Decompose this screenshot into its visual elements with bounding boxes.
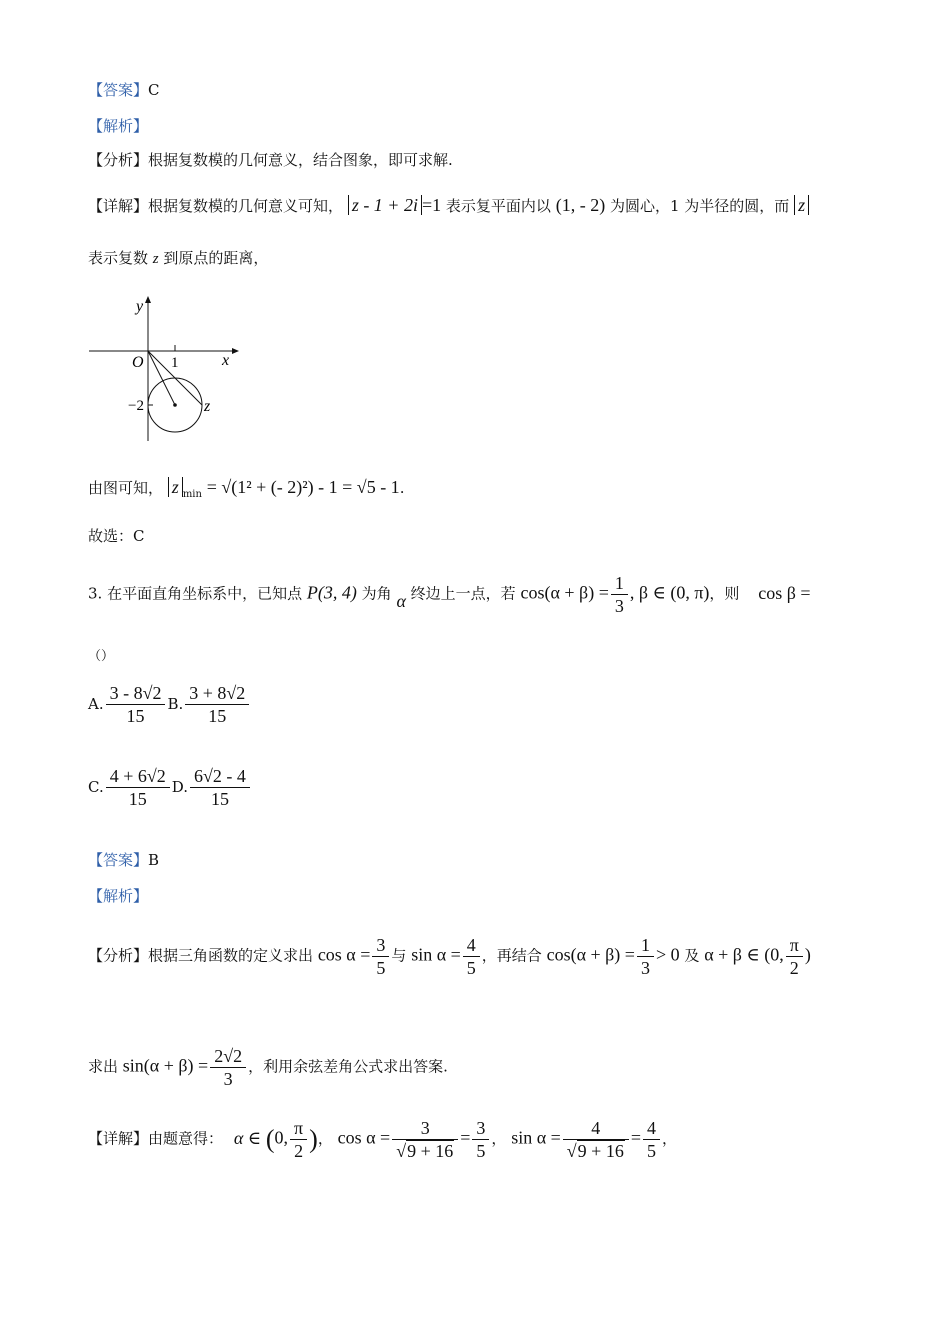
option-b-fraction: $\frac{3 + 8√2}{15}$ [185,684,249,725]
paren: （） [88,649,115,664]
option-b-label: B. [167,694,184,713]
fenxi-ji: 及 [684,946,700,965]
conclusion-end: . [399,479,405,497]
line2-text-b: ，利用余弦差角公式求出答案. [248,1057,448,1076]
analysis-tag: 【解析】 [88,117,149,135]
fenxi-close: ) [804,944,811,965]
detail-cos: cos α = [337,1127,391,1148]
stem-text-a: 3. 在平面直角坐标系中，已知点 [88,584,303,603]
choose-line: 故选：C [88,527,145,545]
stem-text-d: ，则 [709,584,740,603]
q3-fenxi-tag: 【分析】 [88,946,149,965]
origin-label: O [132,354,144,371]
fenxi-sin: sin α = [411,944,461,965]
detail-comma-1: ， [317,1129,333,1148]
option-a[interactable] [88,683,167,726]
z-symbol: z [152,251,159,267]
q3-fenxi-line [88,936,811,977]
detail-text-a: 根据复数模的几何意义可知， [148,197,344,215]
stem-fraction: $\frac{1}{3}$ [611,574,628,615]
option-d[interactable] [171,766,252,809]
answer-value: C [148,81,160,99]
stem-cos-beta: cos β = [758,582,811,603]
conclusion-equation: = √(1² + (- 2)²) - 1 = √5 - 1 [206,477,400,497]
fenxi-text: 根据复数模的几何意义，结合图象，即可求解. [148,151,453,169]
stem-text-c: 终边上一点，若 [410,584,516,603]
y-axis-arrow [145,296,151,303]
fenxi-tag: 【分析】 [88,151,149,169]
x-label: x [222,352,230,369]
detail-cos-fraction: $\frac{3}{√9 + 16}$ [392,1119,458,1160]
fenxi-line [88,153,453,168]
stem-point: P(3, 4) [306,582,357,603]
line2-text-a: 求出 [88,1057,119,1076]
one-label: 1 [171,355,179,371]
detail-sin-result: $\frac{4}{5}$ [643,1119,660,1160]
detail-tag: 【详解】 [88,197,149,215]
options-row-2 [88,767,252,808]
detail-alpha: α ∈ [233,1127,262,1148]
stem-alpha: α [396,590,406,611]
detail-sin-eq: = [630,1127,641,1148]
detail-cos-result: $\frac{3}{5}$ [472,1119,489,1160]
detail2-text-a: 表示复数 [88,249,149,267]
center-point: (1, - 2) [555,195,606,215]
q3-detail-text: 由题意得： [148,1129,224,1148]
conclusion-line [88,478,404,500]
q3-detail-line [88,1119,677,1160]
detail-sin: sin α = [511,1127,561,1148]
modulus-expression: z - 1 + 2i [348,195,422,215]
detail-sin-fraction: $\frac{4}{√9 + 16}$ [563,1119,629,1160]
q3-answer-tag: 【答案】 [88,851,149,869]
answer-line [88,83,160,98]
option-c[interactable] [88,766,172,809]
detail-comma-2: ， [491,1129,507,1148]
q3-answer-value: B [148,851,160,869]
option-d-fraction: $\frac{6√2 - 4}{15}$ [190,767,250,808]
detail-text-c: 为圆心，1 为半径的圆，而 [609,197,790,215]
fenxi-cos: cos α = [317,944,371,965]
detail-paren-open: ( [265,1124,275,1154]
option-c-fraction: $\frac{4 + 6√2}{15}$ [106,767,170,808]
answer-tag: 【答案】 [88,81,149,99]
detail-range-fraction: $\frac{\pi}{2}$ [290,1119,307,1160]
options-row-1 [88,684,251,725]
modulus-z: z [794,195,809,215]
z-label: z [204,398,211,415]
detail2-text-b: 到原点的距离， [163,249,269,267]
complex-plane-figure [86,293,246,445]
stem-beta: , β ∈ (0, π) [629,582,710,603]
option-b[interactable] [167,683,251,726]
q3-stem [88,574,811,615]
min-subscript: min [182,489,202,500]
fenxi-range: α + β ∈ (0, [704,944,784,965]
detail-comma-3: ， [661,1129,677,1148]
x-axis-arrow [232,348,239,354]
fenxi-gt: > 0 [655,944,680,965]
option-a-fraction: $\frac{3 - 8√2}{15}$ [106,684,166,725]
q3-fenxi-text-a: 根据三角函数的定义求出 [148,946,314,965]
line2-sin: sin(α + β) = [122,1055,209,1076]
fenxi-cos-sum-fraction: $\frac{1}{3}$ [637,936,654,977]
fenxi-text-b: ，再结合 [481,946,542,965]
fenxi-yu: 与 [391,946,407,965]
option-a-label: A. [88,694,104,713]
detail-cos-eq: = [460,1127,471,1148]
fenxi-cos-fraction: $\frac{3}{5}$ [372,936,389,977]
line2-fraction: $\frac{2√2}{3}$ [210,1047,246,1088]
detail-text-b: 表示复平面内以 [445,197,551,215]
q3-answer-line [88,853,159,868]
modulus-z-min: z [168,477,183,497]
conclusion-text: 由图可知， [88,479,164,497]
fenxi-cos-sum: cos(α + β) = [546,944,635,965]
detail-zero: 0, [274,1127,289,1148]
detail-paren-close: ) [309,1124,318,1154]
modulus-rhs: =1 [421,195,442,215]
stem-text-b: 为角 [361,584,392,603]
y-label: y [136,298,144,315]
option-c-label: C. [88,777,104,796]
detail-line-2 [88,251,268,267]
q3-analysis-tag: 【解析】 [88,887,149,905]
stem-cos: cos(α + β) = [520,582,609,603]
detail-line [88,196,809,214]
q3-fenxi-line-2 [88,1047,448,1088]
fenxi-range-fraction: $\frac{\pi}{2}$ [786,936,803,977]
neg2-label: −2 [128,398,144,414]
option-d-label: D. [171,777,189,796]
fenxi-sin-fraction: $\frac{4}{5}$ [463,936,480,977]
q3-detail-tag: 【详解】 [88,1129,149,1148]
